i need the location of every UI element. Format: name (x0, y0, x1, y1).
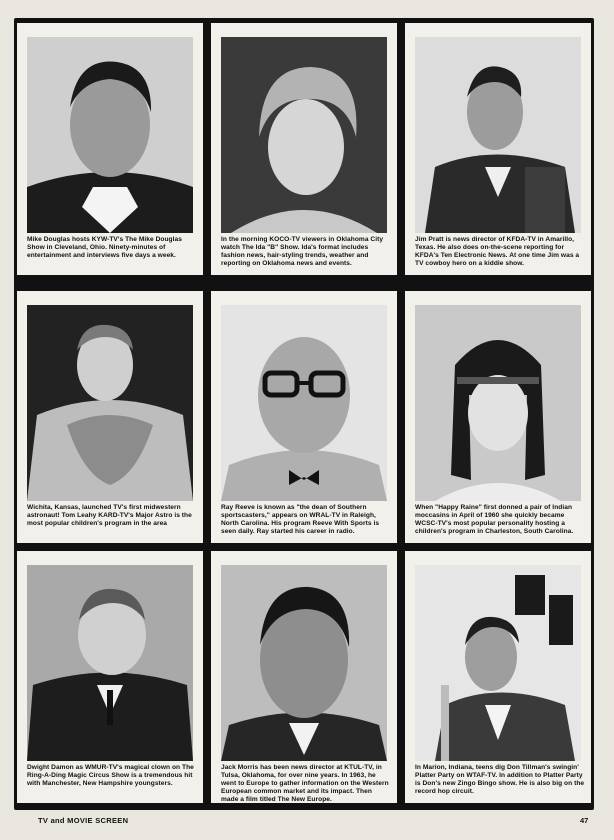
profile-card-dwight-damon (17, 551, 203, 803)
photo-jim-pratt (415, 37, 581, 233)
profile-card-don-tillman (405, 551, 591, 803)
profile-card-ray-reeve (211, 291, 397, 543)
profile-card-mike-douglas (17, 23, 203, 275)
caption-ray-reeve: Ray Reeve is known as "the dean of Southern sportscasters," appears on WRAL-TV in Raleigh, North Carolina. His program Reeve With Sports is seen daily. Ray started his career in radio. (221, 504, 380, 536)
photo-happy-raine (415, 305, 581, 501)
profile-card-jack-morris (211, 551, 397, 803)
profile-card-jim-pratt (405, 23, 591, 275)
profile-card-happy-raine (405, 291, 591, 543)
photo-tom-leahy (27, 305, 193, 501)
caption-don-tillman: In Marion, Indiana, teens dig Don Tillman's swingin' Platter Party on WTAF-TV. In addition to Platter Party is Don's new Zingo Bingo show. He is also big on the record hop circuit. (415, 764, 585, 796)
photo-ida-b (221, 37, 387, 233)
caption-happy-raine: When "Happy Raine" first donned a pair of Indian moccasins in April of 1960 she quickly became WCSC-TV's most popular personality hosting a children's program in Charleston, South Carolina. (415, 504, 574, 536)
profile-card-tom-leahy (17, 291, 203, 543)
page-number: 47 (580, 816, 589, 825)
photo-ray-reeve (221, 305, 387, 501)
photo-mike-douglas (27, 37, 193, 233)
caption-jack-morris: Jack Morris has been news director at KTUL-TV, in Tulsa, Oklahoma, for over nine years. In 1963, he went to Europe to gather information on the Western European common market and its impact. Then made a film titled The New Europe. (221, 764, 389, 803)
caption-tom-leahy: Wichita, Kansas, launched TV's first midwestern astronaut! Tom Leahy KARD-TV's Major Astro is the most popular children's program in the area (27, 504, 192, 528)
profile-card-ida-b (211, 23, 397, 275)
photo-dwight-damon (27, 565, 193, 761)
caption-jim-pratt: Jim Pratt is news director of KFDA-TV in Amarillo, Texas. He also does on-the-scene reporting for KFDA's Ten Electronic News. At one time Jim was a TV cowboy hero on a kiddie show. (415, 236, 580, 268)
caption-ida-b: In the morning KOCO-TV viewers in Oklahoma City watch The Ida "B" Show. Ida's format includes fashion news, hair-styling trends, weather and reporting on Oklahoma news and events. (221, 236, 384, 268)
photo-jack-morris (221, 565, 387, 761)
caption-mike-douglas: Mike Douglas hosts KYW-TV's The Mike Douglas Show in Cleveland, Ohio. Ninety-minutes of entertainment and interviews five days a week. (27, 236, 182, 260)
magazine-name: TV and MOVIE SCREEN (38, 816, 129, 825)
caption-dwight-damon: Dwight Damon as WMUR-TV's magical clown on The Ring-A-Ding Magic Circus Show is a tremendous hit with Manchester, New Hampshire youngsters. (27, 764, 194, 788)
photo-don-tillman (415, 565, 581, 761)
